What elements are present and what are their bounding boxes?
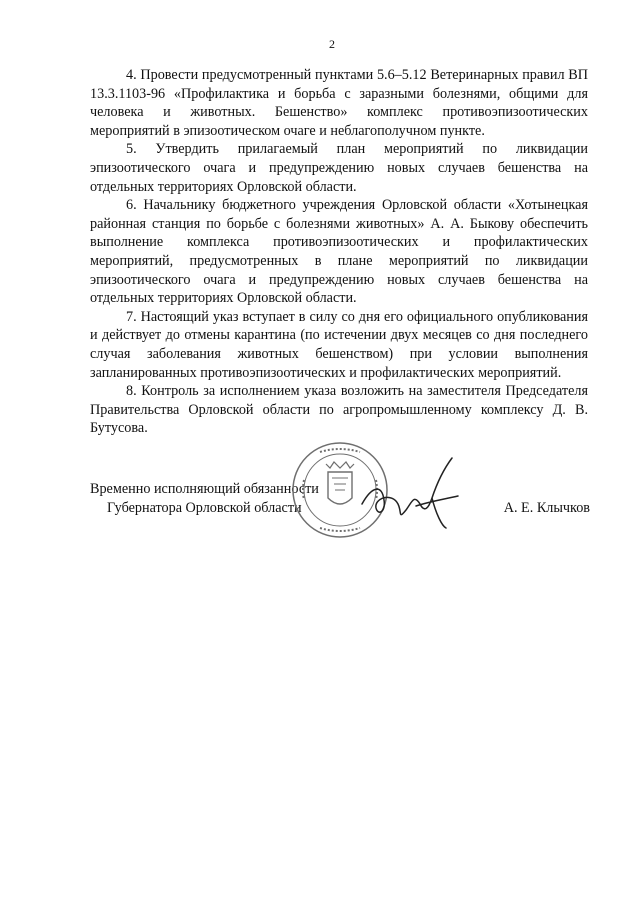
signatory-name: А. Е. Клычков [503, 500, 590, 516]
paragraph-7: 7. Настоящий указ вступает в силу со дня его официального опубликования и действует до отмены карантина (по истечении двух месяцев со дня последнего случая заболевания животных бешенством) при условии выполнения запланированных противоэпизоотических и профилактических мероприятий. [90, 308, 588, 381]
document-body [90, 66, 588, 438]
position-line-1: Временно исполняющий обязанности [90, 481, 319, 497]
signature-block [90, 480, 590, 570]
paragraph-4: 4. Провести предусмотренный пунктами 5.6–5.12 Ветеринарных правил ВП 13.3.1103-96 «Профилактика и борьба с заразными болезнями, общими для человека и животных. Бешенство» комплекс противоэпизоотических мероприятий в эпизоотическом очаге и неблагополучном пункте. [90, 67, 588, 139]
position-line-2: Губернатора Орловской области [107, 500, 302, 516]
page-number: 2 [329, 37, 335, 51]
paragraph-5: 5. Утвердить прилагаемый план мероприятий по ликвидации эпизоотического очага и предупреждению новых случаев бешенства на отдельных территориях Орловской области. [90, 141, 588, 195]
signatory-position [90, 480, 319, 518]
paragraph-6: 6. Начальнику бюджетного учреждения Орловской области «Хотынецкая районная станция по борьбе с болезнями животных» А. А. Быкову обеспечить выполнение комплекса противоэпизоотических и профилактических мероприятий, предусмотренных в плане мероприятий по ликвидации эпизоотического очага и предупреждению новых случаев бешенства на отдельных территориях Орловской области. [90, 197, 588, 307]
paragraph-8: 8. Контроль за исполнением указа возложить на заместителя Председателя Правительства Орловской области по агропромышленному комплексу Д. В. Бутусова. [90, 383, 588, 437]
handwritten-signature-icon [358, 452, 468, 532]
